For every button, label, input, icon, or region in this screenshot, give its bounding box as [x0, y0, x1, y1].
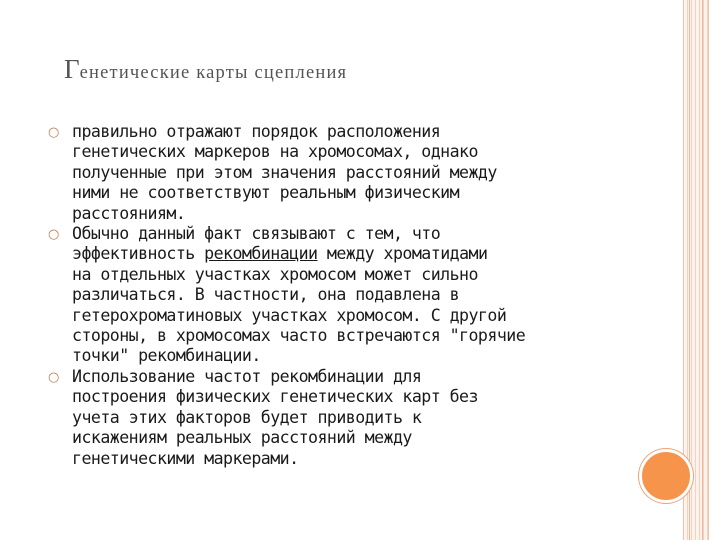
recombination-link[interactable]: рекомбинации: [204, 244, 318, 264]
bullet-line-part: эффективность: [72, 244, 205, 264]
bullet-line: различаться. В частности, она подавлена в: [72, 285, 460, 305]
bullet-item: [0, 122, 632, 224]
bullet-item: [0, 224, 632, 367]
bullet-line: Использование частот рекомбинации для: [72, 366, 422, 386]
circle-bullet-icon: ○: [48, 125, 60, 140]
bullet-line: ними не соответствуют реальным физическим: [72, 183, 460, 203]
decorative-side-border-inner: [689, 0, 703, 540]
bullet-text: [72, 367, 632, 469]
bullet-item: [0, 367, 632, 469]
bullet-text: [72, 224, 632, 367]
bullet-list: [0, 122, 680, 469]
bullet-line: учета этих факторов будет приводить к: [72, 407, 422, 427]
bullet-line: искажениям реальных расстояний между: [72, 428, 412, 448]
slide-title-rest: енетические карты сцепления: [79, 63, 348, 83]
bullet-text: [72, 122, 632, 224]
bullet-line: расстояниям.: [72, 203, 186, 223]
bullet-line: [72, 244, 632, 264]
bullet-line: гетерохроматиновых участках хромосом. С другой: [72, 305, 507, 325]
bullet-line: на отдельных участках хромосом может сильно: [72, 264, 478, 284]
bullet-line: генетических маркеров на хромосомах, однако: [72, 142, 478, 162]
bullet-line-part: между хроматидами: [317, 244, 488, 264]
bullet-line: точки" рекомбинации.: [72, 346, 261, 366]
bullet-line: построения физических генетических карт без: [72, 387, 478, 407]
bullet-line: правильно отражают порядок расположения: [72, 122, 441, 141]
circle-bullet-icon: ○: [48, 369, 60, 385]
bullet-line: Обычно данный факт связывают с тем, что: [72, 224, 441, 244]
slide-title-initial: Г: [64, 54, 80, 84]
bullet-line: генетическими маркерами.: [72, 448, 299, 468]
bullet-line: стороны, в хромосомах часто встречаются "горячие: [72, 326, 526, 346]
slide-title: [64, 49, 347, 86]
circle-bullet-icon: ○: [48, 227, 60, 243]
bullet-line: полученные при этом значения расстояний между: [72, 162, 497, 182]
